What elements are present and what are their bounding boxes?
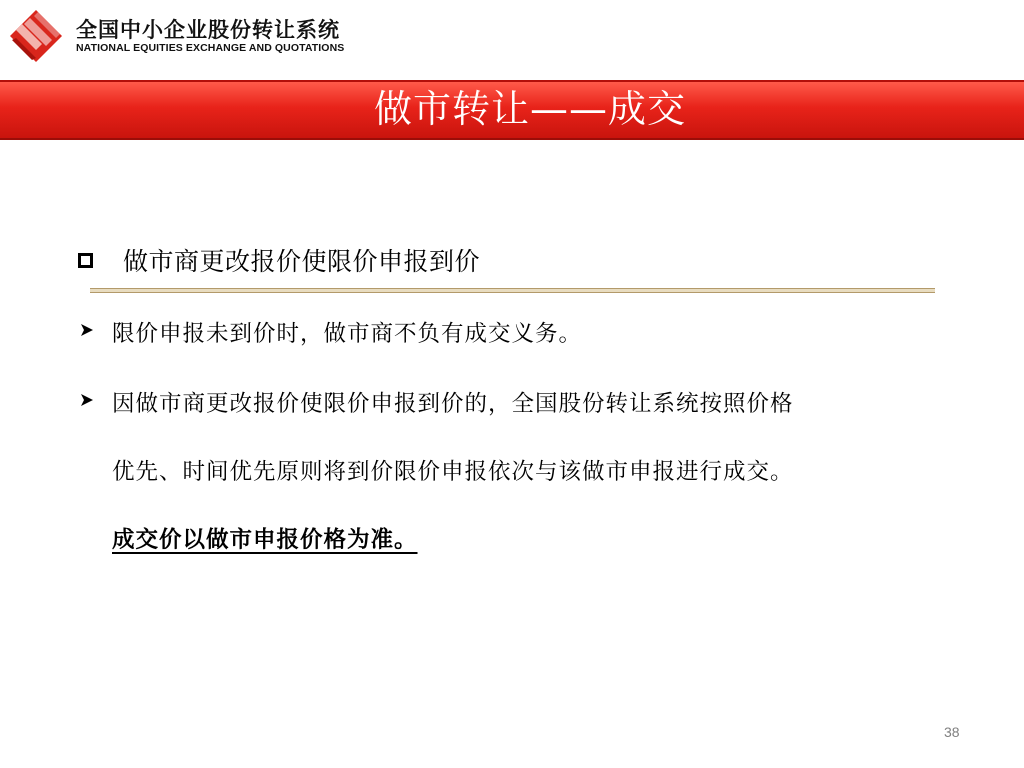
divider: [90, 288, 935, 293]
page-number: 38: [944, 724, 960, 740]
section-heading-row: [78, 240, 480, 280]
org-name-en: NATIONAL EQUITIES EXCHANGE AND QUOTATIONS: [76, 42, 345, 54]
bullet-line: 限价申报未到价时，做市商不负有成交义务。: [112, 321, 583, 347]
bullet-line: 因做市商更改报价使限价申报到价的，全国股份转让系统按照价格: [112, 391, 794, 417]
slide-title: 做市转让——成交: [373, 87, 686, 131]
bullet-line-emphasis: 成交价以做市申报价格为准。: [112, 527, 418, 553]
arrow-bullet-icon: [80, 323, 94, 337]
square-bullet-icon: [78, 253, 93, 268]
org-name-cn: 全国中小企业股份转让系统: [76, 18, 340, 42]
arrow-bullet-icon: [80, 393, 94, 407]
bullet-line: 优先、时间优先原则将到价限价申报依次与该做市申报进行成交。: [112, 459, 794, 485]
neeq-logo-icon: [8, 8, 64, 64]
section-heading: 做市商更改报价使限价申报到价: [123, 247, 481, 276]
